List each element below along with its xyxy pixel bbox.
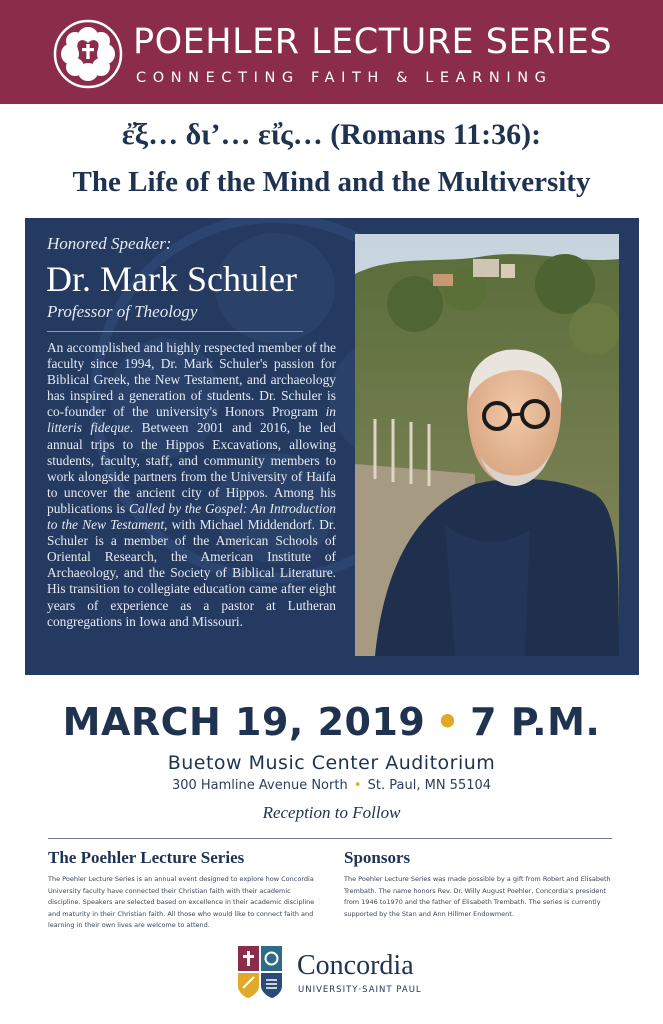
- header-banner: [0, 0, 663, 104]
- about-heading: The Poehler Lecture Series: [48, 848, 245, 867]
- honors-program-name: in litteris fideque: [47, 404, 336, 436]
- event-date-time: [0, 700, 663, 744]
- series-title: POEHLER LECTURE SERIES: [133, 22, 613, 62]
- book-title: Called by the Gospel: An Introduction to the New Testament: [47, 500, 336, 533]
- speaker-name: Dr. Mark Schuler: [46, 259, 297, 299]
- about-text: The Poehler Lecture Series is an annual event designed to explore how Concordia University faculty have connected their Christian faith with their academic discipline. Speakers are selected based on excellence in their academic discipline and maturity in their Christian faith. All those who would like to connect faith and learning in their own lives are welcome to attend.: [48, 875, 315, 929]
- address-city: St. Paul, MN 55104: [367, 778, 492, 793]
- sponsors-heading: Sponsors: [344, 848, 411, 867]
- luther-rose-seal-icon: [53, 19, 123, 89]
- university-name: Concordia: [297, 950, 414, 981]
- speaker-photo: [355, 234, 619, 656]
- concordia-shield-logo-icon: [236, 944, 284, 1000]
- speaker-bio: An accomplished and highly respected member of the faculty since 1994, Dr. Mark Schuler's passion for Biblical Greek, the New Testament, and archaeology has inspired a generation of students. Dr. Schuler is co-founder of the university's Honors Program in litteris fideque. Between 2001 and 2016, he led annual trips to the Hippos Excavations, allowing students, faculty, staff, and community members to work alongside partners from the University of Haifa to uncover the ancient city of Hippos. Among his publications is Called by the Gospel: An Introduction to the New Testament, with Michael Middendorf. Dr. Schuler is a member of the American Schools of Oriental Research, the American Institute of Archaeology, and the Society of Biblical Literature. His transition to collegiate education came after eight years of experience as a pastor at Lutheran congregations in Iowa and Missouri.: [47, 340, 336, 629]
- about-section: [48, 848, 323, 932]
- reception-note: Reception to Follow: [262, 803, 401, 822]
- separator-dot: •: [435, 700, 461, 744]
- speaker-role: Professor of Theology: [47, 302, 198, 321]
- sponsors-text: The Poehler Lecture Series was made possible by a gift from Robert and Elisabeth Trembath. The name honors Rev. Dr. Willy August Poehler, Concordia's president from 1946 to1970 and the father of Elisabeth Trembath. The series is currently supported by the Stan and Ann Hillmer Endowment.: [344, 875, 611, 918]
- lecture-title-line1: ἐ̓ξ… δι’… εἰ̓ς… (Romans 11:36):: [121, 118, 542, 151]
- event-venue: Buetow Music Center Auditorium: [167, 752, 496, 774]
- event-date: MARCH 19, 2019: [62, 700, 426, 744]
- address-separator-dot: •: [353, 778, 362, 793]
- series-tagline: CONNECTING FAITH & LEARNING: [136, 70, 553, 86]
- sponsors-section: [344, 848, 616, 920]
- university-location: UNIVERSITY·SAINT PAUL: [298, 985, 422, 995]
- speaker-tag: Honored Speaker:: [47, 234, 172, 253]
- event-address: [0, 778, 663, 793]
- section-divider: [48, 838, 612, 839]
- divider: [47, 331, 303, 332]
- lecture-title-line2: The Life of the Mind and the Multiversity: [72, 166, 591, 198]
- event-time: 7 P.M.: [470, 700, 601, 744]
- speaker-panel: [25, 218, 639, 675]
- address-street: 300 Hamline Avenue North: [171, 778, 348, 793]
